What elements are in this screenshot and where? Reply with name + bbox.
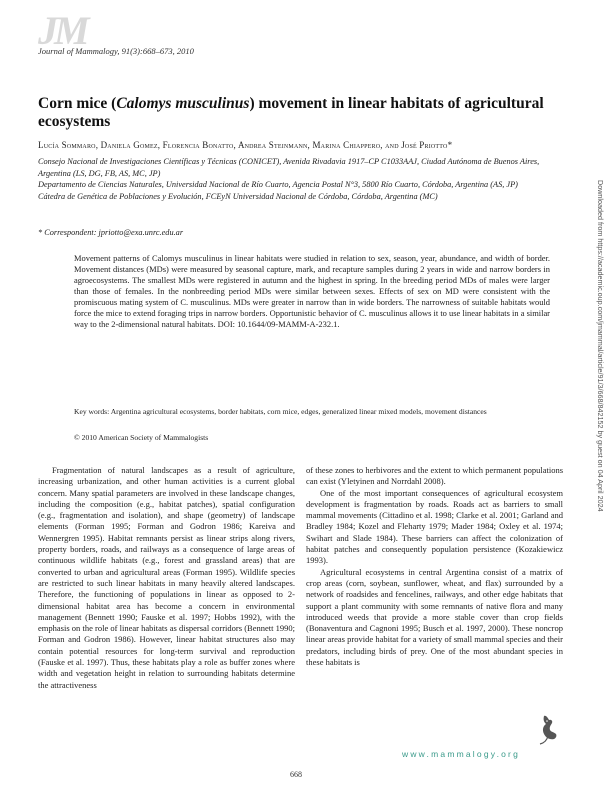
download-note: Downloaded from https://academic.oup.com/jmammal/article/91/3/668/842152 by guest on 04 April 2024 xyxy=(596,180,605,512)
article-title xyxy=(38,95,558,131)
website-link[interactable]: www.mammalogy.org xyxy=(402,749,521,759)
body-right-column xyxy=(306,465,563,668)
affiliation-3: Cátedra de Genética de Poblaciones y Evolución, FCEyN Universidad Nacional de Córdoba, Córdoba, Argentina (MC) xyxy=(38,191,438,201)
paragraph: One of the most important consequences of agricultural ecosystem development is fragmentation by roads. Roads act as barriers to small mammal movements (Cittadino et al. 1998; Clarke et al. 2001; Garland and Bradley 1984; Kozel and Fleharty 1979; Mader 1984; Oxley et al. 1974; Swihart and Slade 1984). These barriers can affect the colonization of habitat patches and consequently population persistence (Kozakiewicz 1993). xyxy=(306,487,563,566)
journal-reference: Journal of Mammalogy, 91(3):668–673, 2010 xyxy=(38,46,194,56)
copyright: © 2010 American Society of Mammalogists xyxy=(74,433,209,442)
paragraph: of these zones to herbivores and the extent to which permanent populations can exist (Yletyinen and Norrdahl 2008). xyxy=(306,465,563,487)
keywords: Key words: Argentina agricultural ecosystems, border habitats, corn mice, edges, generalized linear mixed models, movement distances xyxy=(74,407,487,416)
affiliation-1: Consejo Nacional de Investigaciones Científicas y Técnicas (CONICET), Avenida Rivadavia 1917–CP C1033AAJ, Ciudad Autónoma de Buenos Aires, Argentina (LS, DG, FB, AS, MC, JP) xyxy=(38,157,540,178)
page-number: 668 xyxy=(290,770,302,779)
affiliations xyxy=(38,156,558,202)
title-species: Calomys musculinus xyxy=(116,95,250,112)
title-part-2: ) movement in linear habitats of agricultural ecosystems xyxy=(38,95,544,130)
affiliation-2: Departamento de Ciencias Naturales, Universidad Nacional de Río Cuarto, Agencia Postal N°3, 5800 Río Cuarto, Córdoba, Argentina (AS, JP) xyxy=(38,180,518,189)
author-list: Lucía Sommaro, Daniela Gomez, Florencia Bonatto, Andrea Steinmann, Marina Chiappero, and José Priotto* xyxy=(38,140,453,150)
mouse-logo-icon xyxy=(538,712,560,746)
paragraph: Fragmentation of natural landscapes as a result of agriculture, increasing urbanization, and other human activities is a current global concern. Many spatial parameters are involved in these landscape changes, including the composition (e.g., habitat patches), spatial configuration (e.g., fragmentation and isolation), and shape (geometry) of landscape elements (Forman 1995; Forman and Godron 1986; Kareiva and Wennergren 1995). Habitat remnants persist as linear strips along rivers, property borders, roads, and railways as a consequence of large areas of continuous wildlife habitats (e.g., forest and grassland areas) that are converted to urban and agricultural areas (Forman 1995). Wildlife species are restricted to such linear habitats in many heavily altered landscapes. Therefore, the functioning of populations in linear as opposed to 2-dimensional habitat area has become a concern in environmental management (Bennett 1990; Fauske et al. 1997; Hobbs 1992), with the emphasis on the role of linear habitats as dispersal corridors (Bennett 1990; Forman and Godron 1986). However, linear habitat structures also may contain potential resources for long-term survival and reproduction (Fauske et al. 1997). Thus, these habitats play a role as buffer zones where width and vegetation height in relation to surrounding habitats determine the attractiveness xyxy=(38,465,295,690)
title-part-1: Corn mice ( xyxy=(38,95,117,112)
journal-logo: JM xyxy=(38,8,86,53)
body-left-column xyxy=(38,465,295,691)
paragraph: Agricultural ecosystems in central Argentina consist of a matrix of crop areas (corn, soybean, sunflower, wheat, and flax) surrounded by a network of roadsides and fencelines, railways, and other edge habitats that support a plant community with some remnants of native flora and many introduced weeds that provide a more stable cover than crop fields (Bonaventura and Cagnoni 1995; Busch et al. 1997, 2000). These noncrop linear areas provide habitat for a variety of small mammal species and their predators, including birds of prey. One of the most abundant species in these habitats is xyxy=(306,566,563,668)
correspondent: * Correspondent: jpriotto@exa.unrc.edu.ar xyxy=(38,228,184,237)
abstract: Movement patterns of Calomys musculinus in linear habitats were studied in relation to sex, season, year, abundance, and width of border. Movement distances (MDs) were measured by seasonal capture, mark, and recapture samples during 2 years in wide and narrow borders in agroecosystems. The smallest MDs were registered in autumn and the highest in spring. In the breeding period MDs of males were larger than those of females. In the nonbreeding period MDs were similar between sexes. Effects of sex on MD were consistent with the promiscuous mating system of C. musculinus. MDs were greater in narrow than in wide borders. The narrowness of suitable habitats would force the mice to extend foraging trips in narrow borders. Opportunistic behavior of C. musculinus allows it to use linear habitats in a similar way to the 2-dimensional natural habitats. DOI: 10.1644/09-MAMM-A-232.1. xyxy=(74,253,550,330)
